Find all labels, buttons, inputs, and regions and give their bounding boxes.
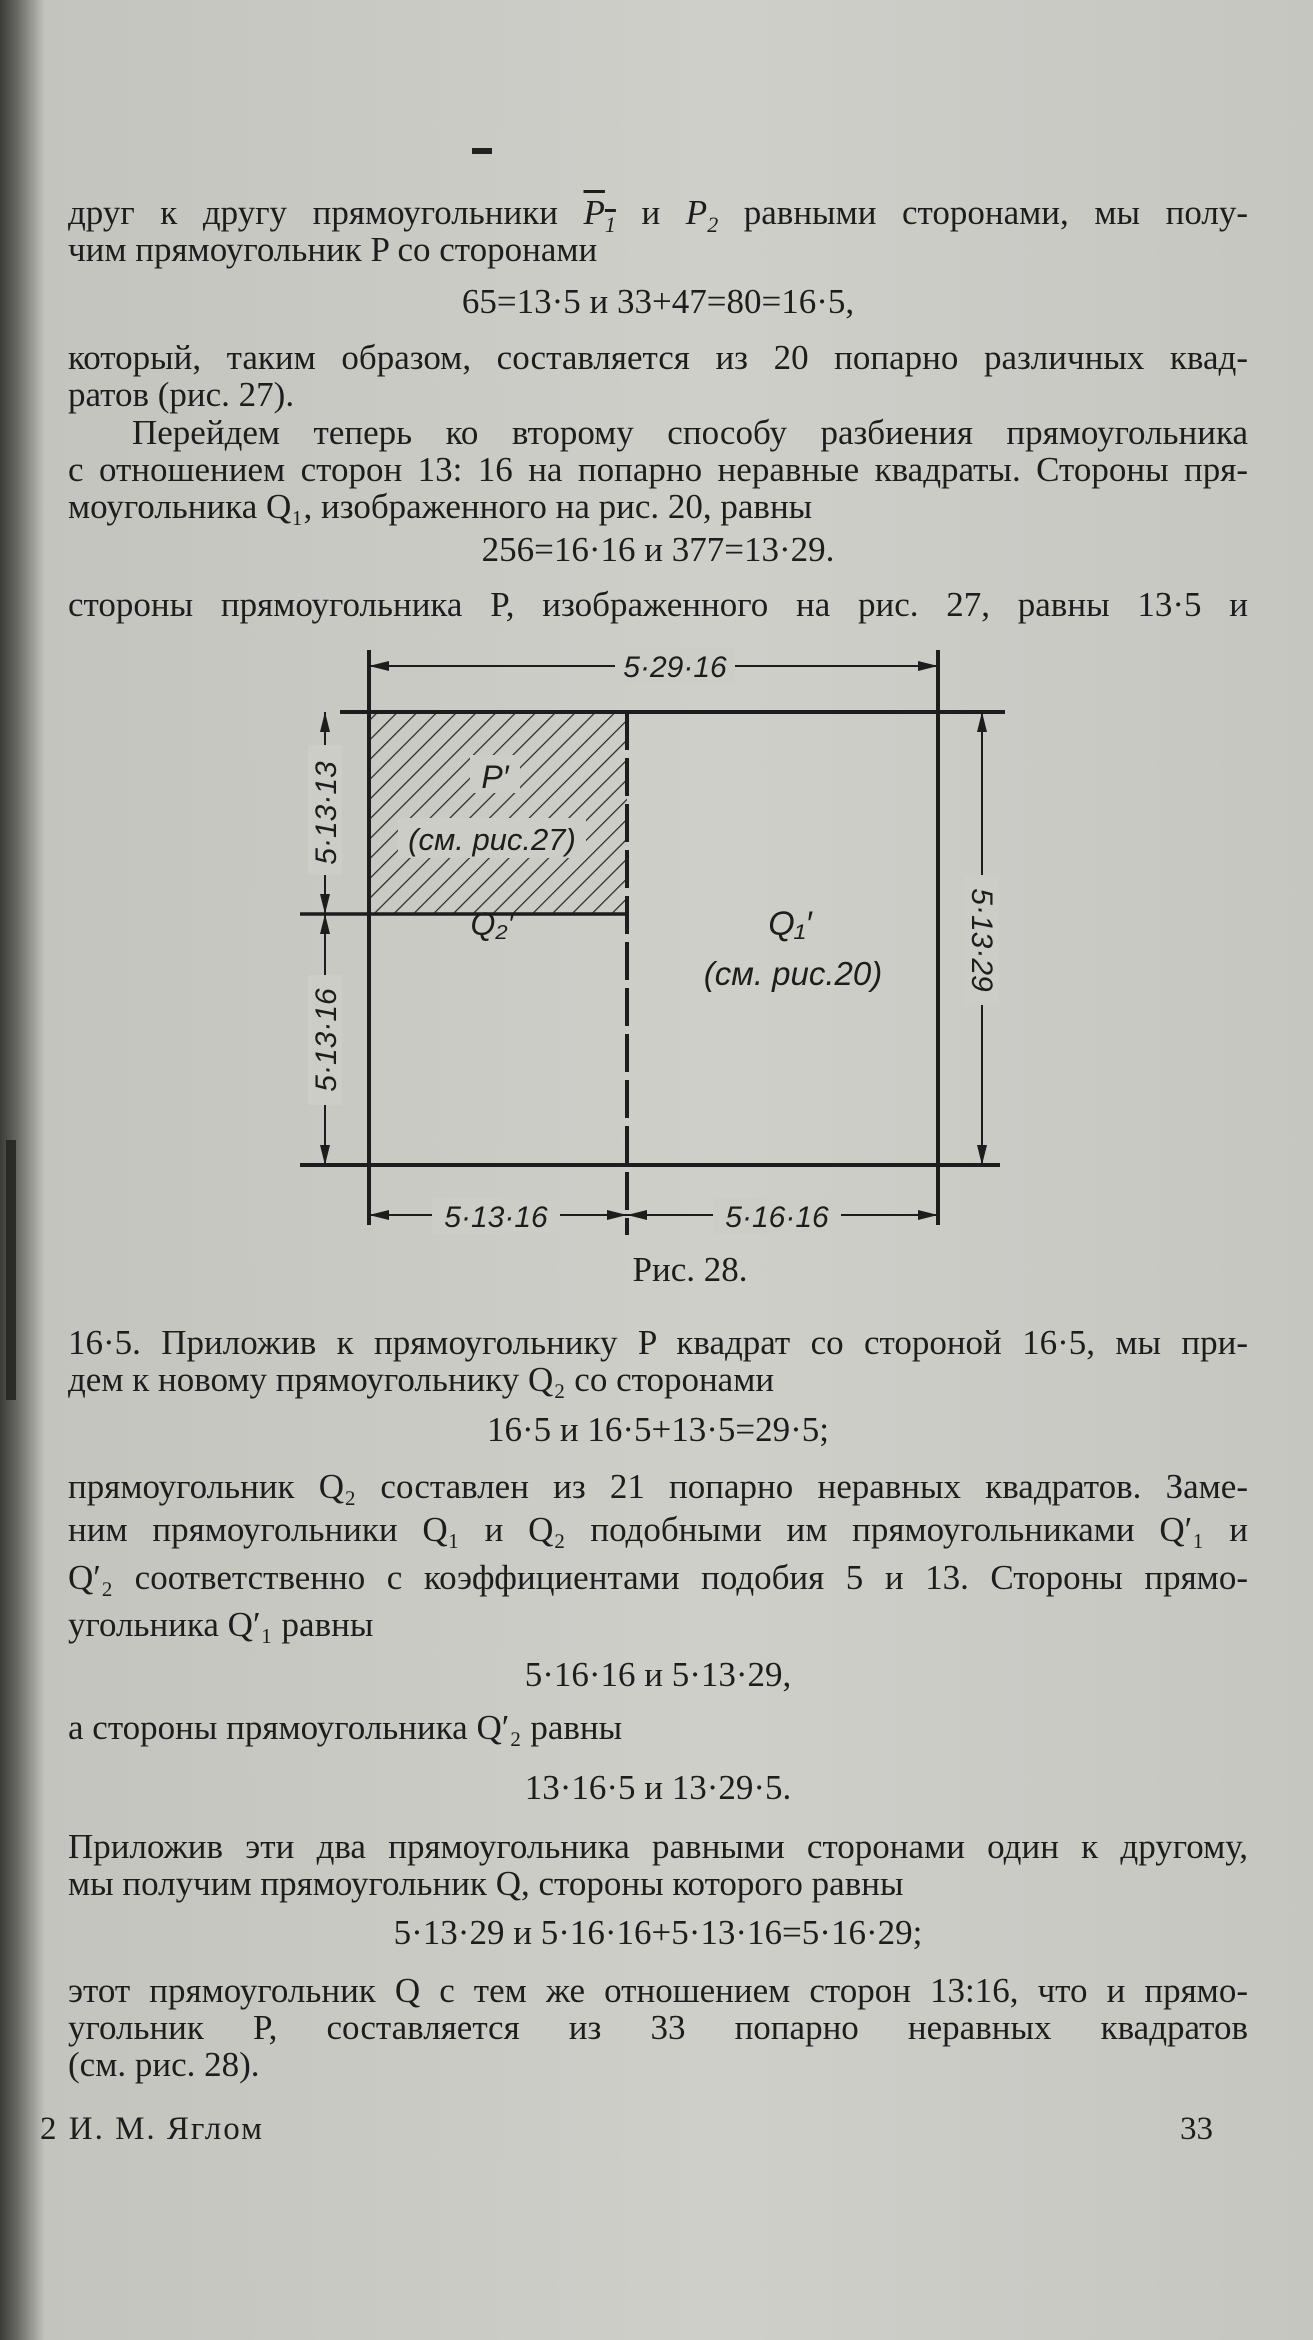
- q1-region-reference: (см. рис.20): [703, 955, 883, 992]
- arrowhead: [977, 1145, 987, 1165]
- q2-region-label: Q₂′: [470, 906, 514, 942]
- formula: 256=16·16 и 377=13·29.: [481, 530, 835, 569]
- formula: 13·16·5 и 13·29·5.: [524, 1768, 792, 1807]
- right-dimension-label: 5·13·29: [965, 888, 998, 992]
- formula: 5·13·29 и 5·16·16+5·13·16=5·16·29;: [393, 1913, 923, 1952]
- text-line: который, таким образом, составляется из 20 попарно различных квад-: [68, 338, 1248, 377]
- q1-region-label: Q₁′: [768, 905, 812, 943]
- text-line: ратов (рис. 27).: [68, 375, 295, 414]
- text-line: прямоугольник Q₂ составлен из 21 попарно неравных квадратов. Заме-: [68, 1467, 1248, 1506]
- text-line: угольник P, составляется из 33 попарно неравных квадратов: [68, 2008, 1248, 2047]
- printer-signature: 2 И. М. Яглом: [40, 2111, 265, 2147]
- bottom-right-dimension-label: 5·16·16: [725, 1201, 829, 1234]
- text-line: (см. рис. 28).: [68, 2045, 260, 2084]
- text-line: а стороны прямоугольника Q′₂ равны: [68, 1708, 623, 1747]
- arrowhead: [320, 1145, 330, 1165]
- formula: 65=13·5 и 33+47=80=16·5,: [461, 282, 855, 321]
- page-number: 33: [1180, 2111, 1213, 2147]
- text-line: этот прямоугольник Q с тем же отношением сторон 13:16, что и прямо-: [68, 1971, 1248, 2010]
- text-span: и: [615, 193, 686, 232]
- text-line: моугольника Q₁, изображенного на рис. 20, равны: [68, 487, 813, 526]
- symbol-letter: P: [583, 193, 605, 232]
- text-span: равными сторонами, мы полу-: [718, 193, 1248, 232]
- text-line: Перейдем теперь ко второму способу разбиения прямоугольника: [132, 413, 1248, 452]
- text-line: дем к новому прямоугольнику Q₂ со сторонами: [68, 1360, 775, 1399]
- left-bottom-dimension-label: 5·13·16: [310, 988, 343, 1092]
- symbol-subscript: 2: [707, 212, 719, 237]
- bottom-left-dimension-label: 5·13·16: [444, 1201, 548, 1234]
- text-line: мы получим прямоугольник Q, стороны которого равны: [68, 1864, 904, 1903]
- arrowhead: [369, 1210, 389, 1220]
- text-line: с отношением сторон 13: 16 на попарно неравные квадраты. Стороны пря-: [68, 450, 1248, 489]
- hatched-region-reference: (см. рис.27): [408, 822, 576, 857]
- left-top-dimension-label: 5·13·13: [310, 761, 343, 865]
- text-span: друг к другу прямоугольники: [68, 193, 584, 232]
- arrowhead: [607, 1210, 627, 1220]
- arrowhead: [918, 1210, 938, 1220]
- figure-caption: Рис. 28.: [632, 1250, 748, 1289]
- text-line: чим прямоугольник P со сторонами: [68, 230, 598, 269]
- hatched-region-label: P′: [481, 759, 509, 795]
- symbol-letter: P: [685, 193, 708, 232]
- arrowhead: [918, 661, 938, 671]
- text-line: 16·5. Приложив к прямоугольнику P квадрат со стороной 16·5, мы при-: [68, 1323, 1248, 1362]
- arrowhead: [320, 712, 330, 732]
- arrowhead: [369, 661, 389, 671]
- text-line: Приложив эти два прямоугольника равными сторонами один к другому,: [68, 1827, 1248, 1866]
- hatched-square: [369, 712, 627, 914]
- formula: 16·5 и 16·5+13·5=29·5;: [486, 1410, 830, 1449]
- arrowhead: [320, 894, 330, 914]
- arrowhead: [977, 712, 987, 732]
- formula: 5·16·16 и 5·13·29,: [524, 1655, 792, 1694]
- text-line: Q′₂ соответственно с коэффициентами подобия 5 и 13. Стороны прямо-: [68, 1558, 1248, 1597]
- arrowhead: [627, 1210, 647, 1220]
- text-line: угольника Q′₁ равны: [68, 1605, 374, 1644]
- arrowhead: [320, 914, 330, 934]
- text-line: стороны прямоугольника P, изображенного на рис. 27, равны 13·5 и: [68, 585, 1248, 624]
- text-line: ним прямоугольники Q₁ и Q₂ подобными им прямоугольниками Q′₁ и: [68, 1510, 1248, 1549]
- top-dimension-label: 5·29·16: [623, 651, 727, 684]
- symbol-subscript: 1: [604, 212, 616, 237]
